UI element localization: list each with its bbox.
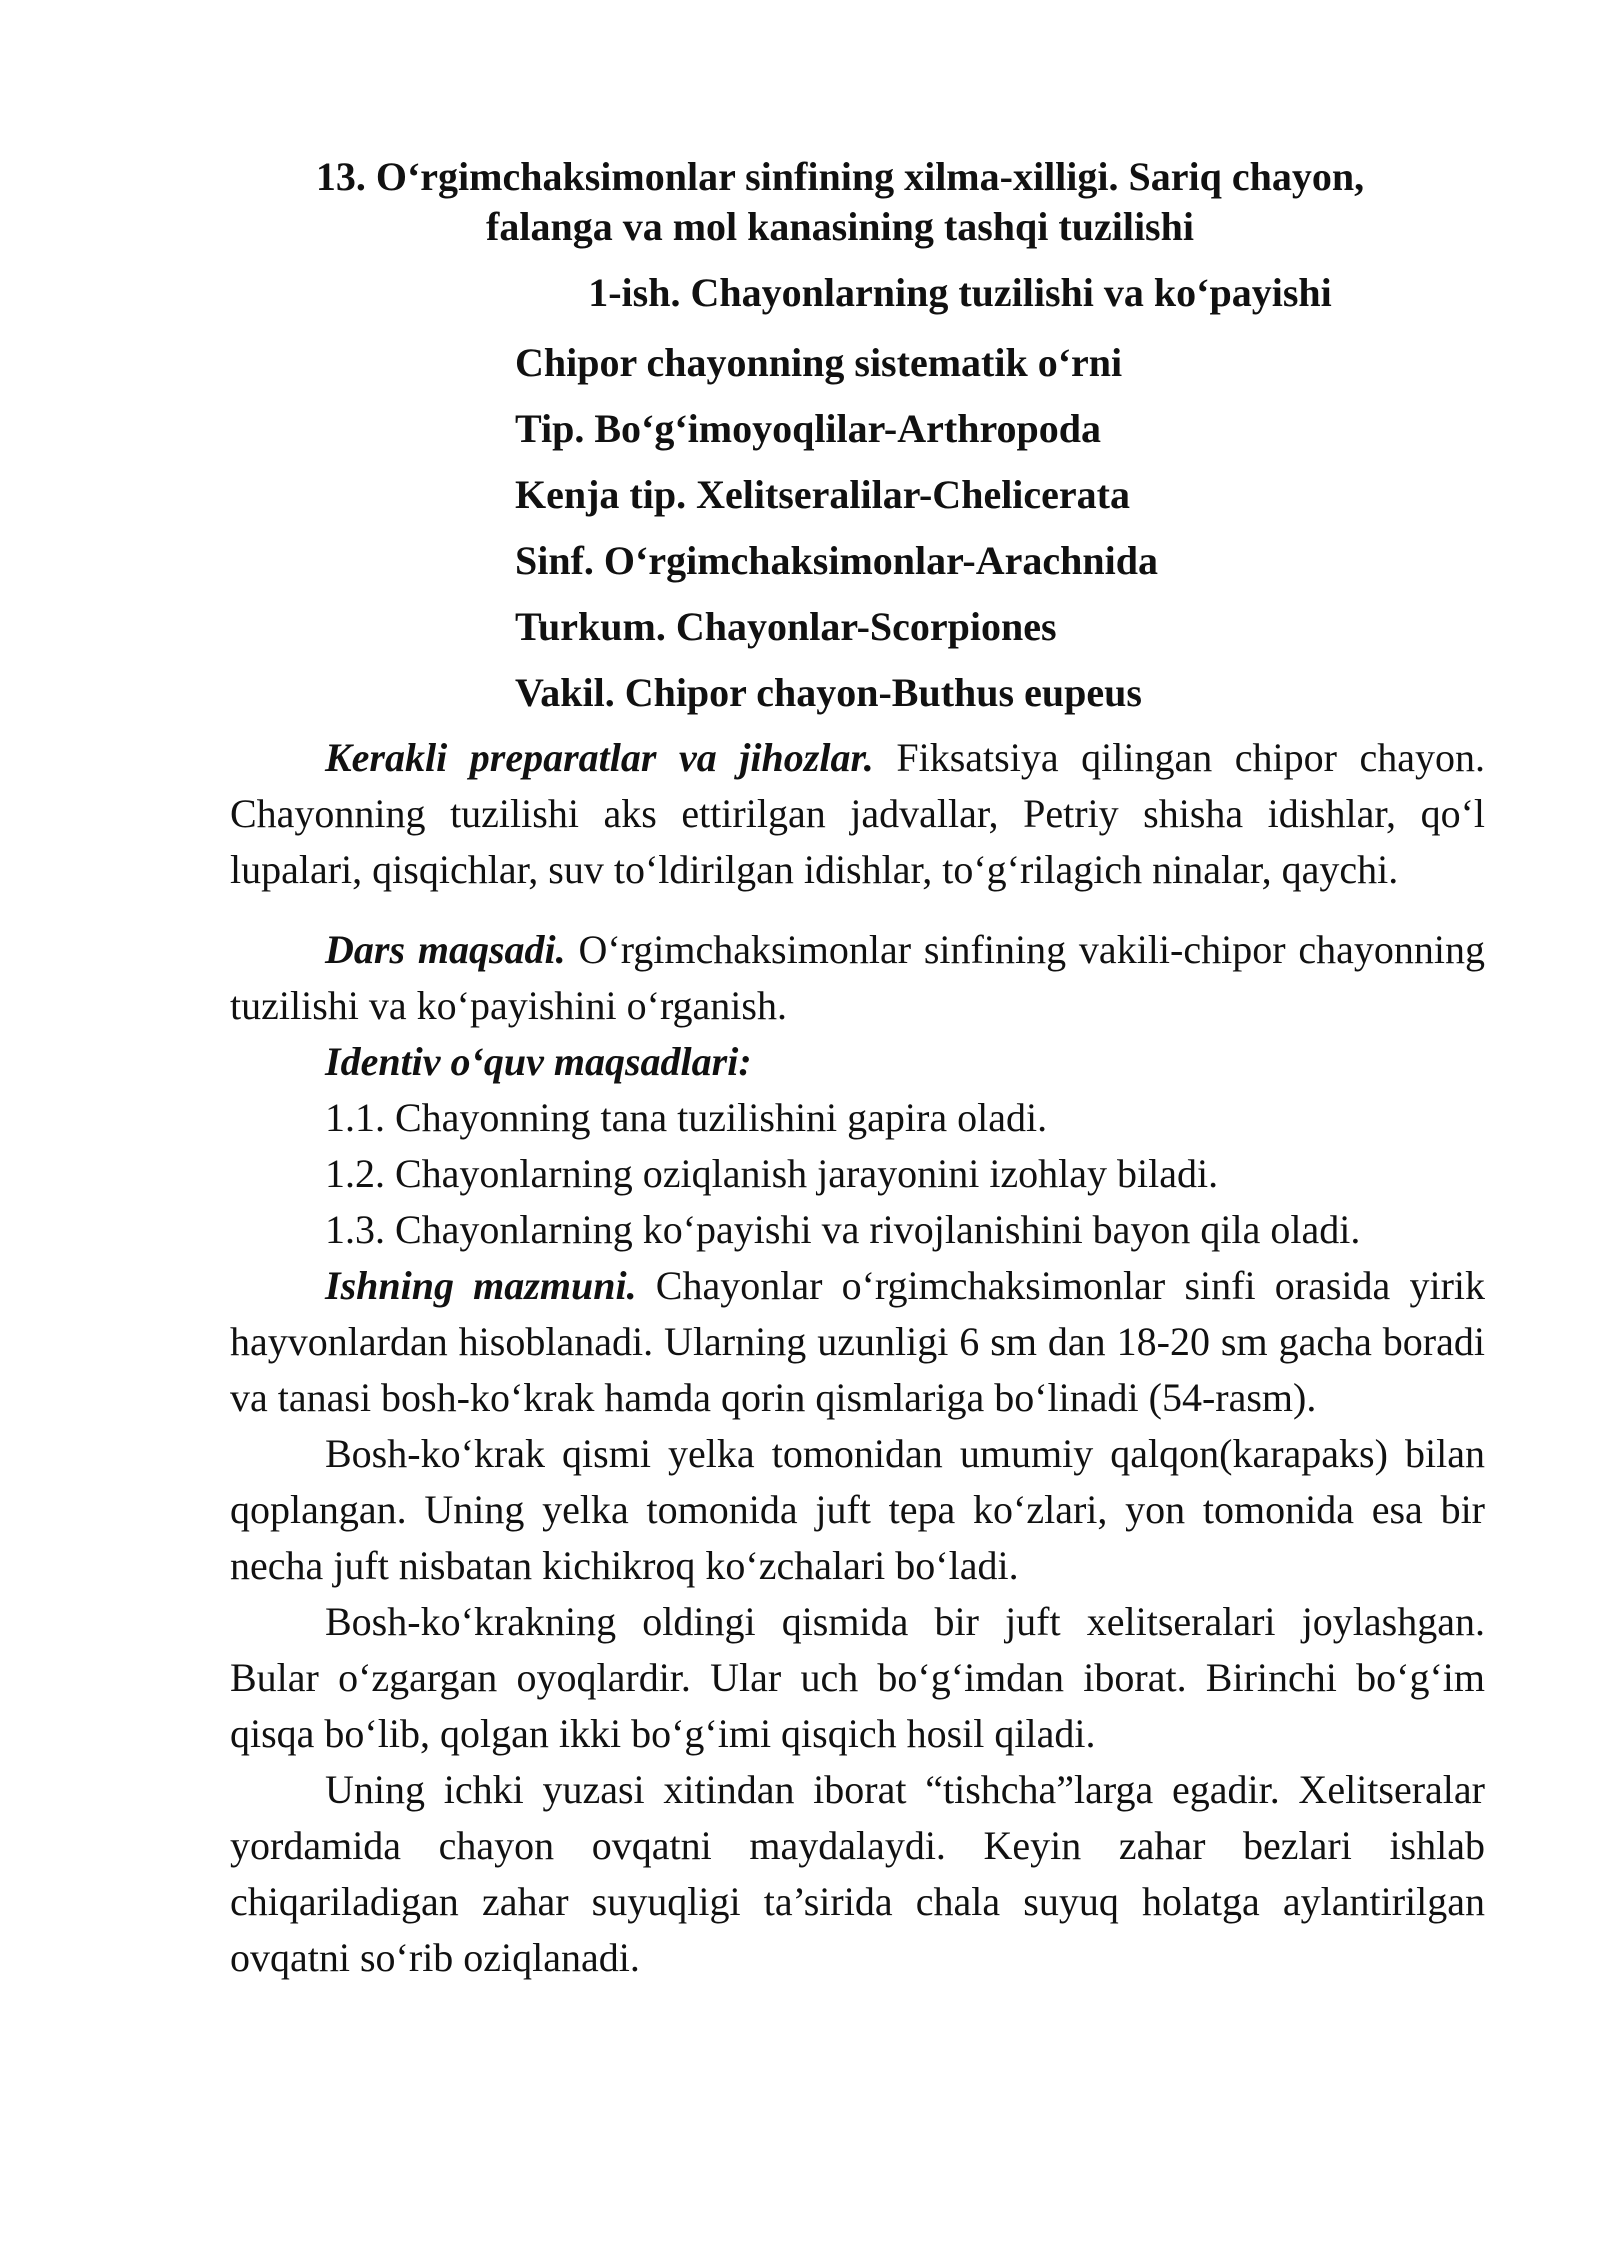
taxonomy-heading: Chipor chayonning sistematik o‘rni [515,340,1123,385]
page-title-line-2: falanga va mol kanasining tashqi tuzilishi [486,204,1194,249]
taxonomy-subphylum: Kenja tip. Xelitseralilar-Chelicerata [515,472,1130,517]
page-title-line-1: 13. O‘rgimchaksimonlar sinfining xilma-xilligi. Sariq chayon, [315,154,1365,199]
taxonomy-phylum: Tip. Bo‘g‘imoyoqlilar-Arthropoda [515,406,1101,451]
materials-lead: Kerakli preparatlar va jihozlar. [325,735,874,780]
objectives-heading: Identiv o‘quv maqsadlari: [325,1039,752,1084]
goal-text: O‘rgimchaksimonlar sinfining vakili-chipor chayonning tuzilishi va ko‘payishini o‘rganish. [230,927,1485,1028]
taxonomy-order: Turkum. Chayonlar-Scorpiones [515,604,1057,649]
body-paragraph: Bosh-ko‘krakning oldingi qismida bir juft xelitseralari joylashgan. Bular o‘zgargan oyoqlardir. Ular uch bo‘g‘imdan iborat. Birinchi bo‘g‘im qisqa bo‘lib, qolgan ikki bo‘g‘imi qisqich hosil qiladi. [230,1599,1485,1756]
goal-paragraph [230,922,1485,1034]
content-paragraph [230,1258,1485,1426]
goal-lead: Dars maqsadi. [325,927,566,972]
objective-item: 1.3. Chayonlarning ko‘payishi va rivojlanishini bayon qila oladi. [325,1207,1361,1252]
body-text [230,730,1485,1986]
body-paragraph: Uning ichki yuzasi xitindan iborat “tishcha”larga egadir. Xelitseralar yordamida chayon ovqatni maydalaydi. Keyin zahar bezlari ishlab chiqariladigan zahar suyuqligi ta’sirida chala suyuq holatga aylantirilgan ovqatni so‘rib oziqlanadi. [230,1767,1485,1980]
materials-paragraph [230,730,1485,898]
taxonomy-block [515,330,1158,726]
objective-item: 1.2. Chayonlarning oziqlanish jarayonini izohlay biladi. [325,1151,1219,1196]
taxonomy-representative: Vakil. Chipor chayon-Buthus eupeus [515,670,1142,715]
work-subtitle: 1-ish. Chayonlarning tuzilishi va ko‘payishi [588,270,1332,315]
page-title [230,152,1450,252]
taxonomy-class: Sinf. O‘rgimchaksimonlar-Arachnida [515,538,1158,583]
objective-item: 1.1. Chayonning tana tuzilishini gapira oladi. [325,1095,1048,1140]
materials-text: Fiksatsiya qilingan chipor chayon. Chayonning tuzilishi aks ettirilgan jadvallar, Petriy shisha idishlar, qo‘l lupalari, qisqichlar, suv to‘ldirilgan idishlar, to‘g‘rilagich ninalar, qaychi. [230,735,1486,892]
content-text: Chayonlar o‘rgimchaksimonlar sinfi orasida yirik hayvonlardan hisoblanadi. Ularning uzunligi 6 sm dan 18-20 sm gacha boradi va tanasi bosh-ko‘krak hamda qorin qismlariga bo‘linadi (54-rasm). [230,1263,1486,1420]
body-paragraph: Bosh-ko‘krak qismi yelka tomonidan umumiy qalqon(karapaks) bilan qoplangan. Uning yelka tomonida juft tepa ko‘zlari, yon tomonida esa bir necha juft nisbatan kichikroq ko‘zchalari bo‘ladi. [230,1431,1485,1588]
content-lead: Ishning mazmuni. [325,1263,637,1308]
